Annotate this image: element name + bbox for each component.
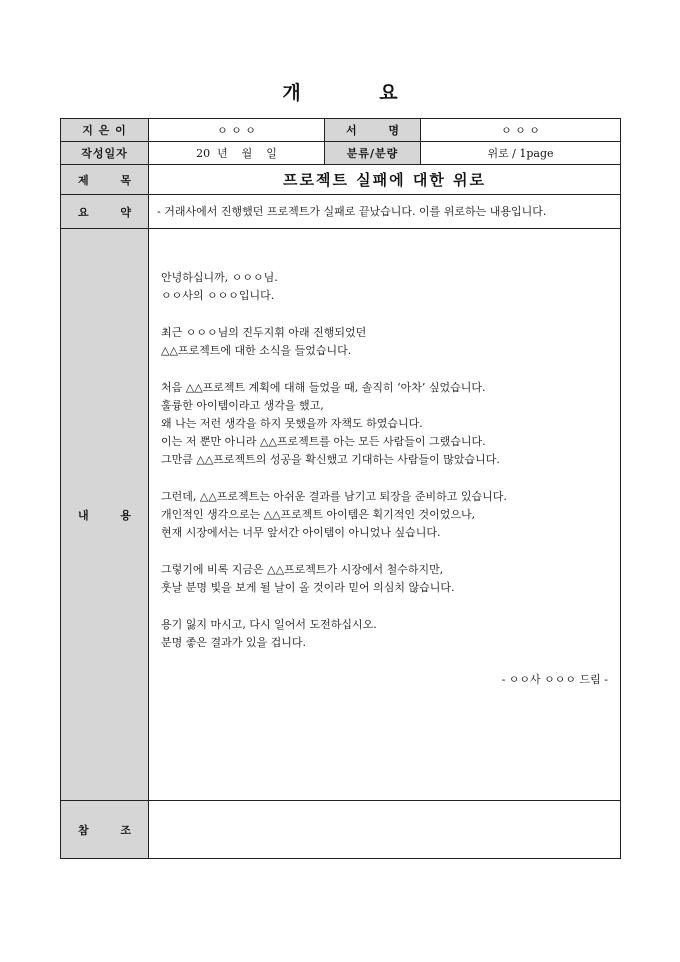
letter-line: 이는 저 뿐만 아니라 △△프로젝트를 아는 모든 사람들이 그랬습니다. — [161, 435, 486, 448]
content-label: 내 용 — [61, 229, 149, 801]
subject-label: 제 목 — [61, 165, 149, 195]
letter-paragraph — [161, 616, 608, 652]
reference-label: 참 조 — [61, 801, 149, 859]
signature-label: 서 명 — [325, 119, 421, 142]
date-label: 작성일자 — [61, 142, 149, 165]
letter-paragraphs — [161, 269, 608, 652]
letter-line: 그렇기에 비록 지금은 △△프로젝트가 시장에서 철수하지만, — [161, 563, 444, 576]
letter-line: △△프로젝트에 대한 소식을 들었습니다. — [161, 344, 352, 357]
letter-paragraph — [161, 379, 608, 469]
category-value: 위로 / 1page — [421, 142, 621, 165]
category-label: 분류/분량 — [325, 142, 421, 165]
letter-line: 최근 ㅇㅇㅇ님의 진두지휘 아래 진행되었던 — [161, 326, 367, 339]
row-summary — [61, 195, 621, 229]
reference-value — [149, 801, 621, 859]
summary-value: - 거래사에서 진행했던 프로젝트가 실패로 끝났습니다. 이를 위로하는 내용입니다. — [149, 195, 621, 229]
letter-paragraph — [161, 269, 608, 305]
row-date — [61, 142, 621, 165]
document-title: 개 요 — [282, 82, 434, 104]
letter-line: 분명 좋은 결과가 있을 겁니다. — [161, 636, 306, 649]
letter-line: 개인적인 생각으로는 △△프로젝트 아이템은 획기적인 것이었으나, — [161, 508, 476, 521]
letter-sign-off: - ㅇㅇ사 ㅇㅇㅇ 드림 - — [501, 673, 608, 686]
letter-paragraph — [161, 561, 608, 597]
letter-line: 처음 △△프로젝트 계획에 대해 들었을 때, 솔직히 ‘아차’ 싶었습니다. — [161, 381, 486, 394]
letter-line: 현재 시장에서는 너무 앞서간 아이템이 아니었나 싶습니다. — [161, 526, 441, 539]
row-content — [61, 229, 621, 801]
summary-form-table — [60, 118, 621, 859]
letter-line: 왜 나는 저런 생각을 하지 못했을까 자책도 하였습니다. — [161, 417, 423, 430]
row-reference — [61, 801, 621, 859]
author-label: 지 은 이 — [61, 119, 149, 142]
row-author — [61, 119, 621, 142]
summary-label: 요 약 — [61, 195, 149, 229]
letter-line: 안녕하십니까, ㅇㅇㅇ님. — [161, 271, 278, 284]
letter-line: 그런데, △△프로젝트는 아쉬운 결과를 남기고 퇴장을 준비하고 있습니다. — [161, 490, 507, 503]
letter-line: 용기 잃지 마시고, 다시 일어서 도전하십시오. — [161, 618, 377, 631]
letter-body — [149, 229, 621, 801]
letter-line: 그만큼 △△프로젝트의 성공을 확신했고 기대하는 사람들이 많았습니다. — [161, 453, 500, 466]
author-value: ㅇ ㅇ ㅇ — [149, 119, 325, 142]
signature-value: ㅇ ㅇ ㅇ — [421, 119, 621, 142]
letter-line: ㅇㅇ사의 ㅇㅇㅇ입니다. — [161, 289, 275, 302]
row-subject — [61, 165, 621, 195]
letter-line: 훗날 분명 빛을 보게 될 날이 올 것이라 믿어 의심치 않습니다. — [161, 581, 455, 594]
letter-paragraph — [161, 488, 608, 542]
date-value: 20 년 월 일 — [149, 142, 325, 165]
subject-value: 프로젝트 실패에 대한 위로 — [149, 165, 621, 195]
letter-line: 훌륭한 아이템이라고 생각을 했고, — [161, 399, 324, 412]
letter-paragraph — [161, 324, 608, 360]
